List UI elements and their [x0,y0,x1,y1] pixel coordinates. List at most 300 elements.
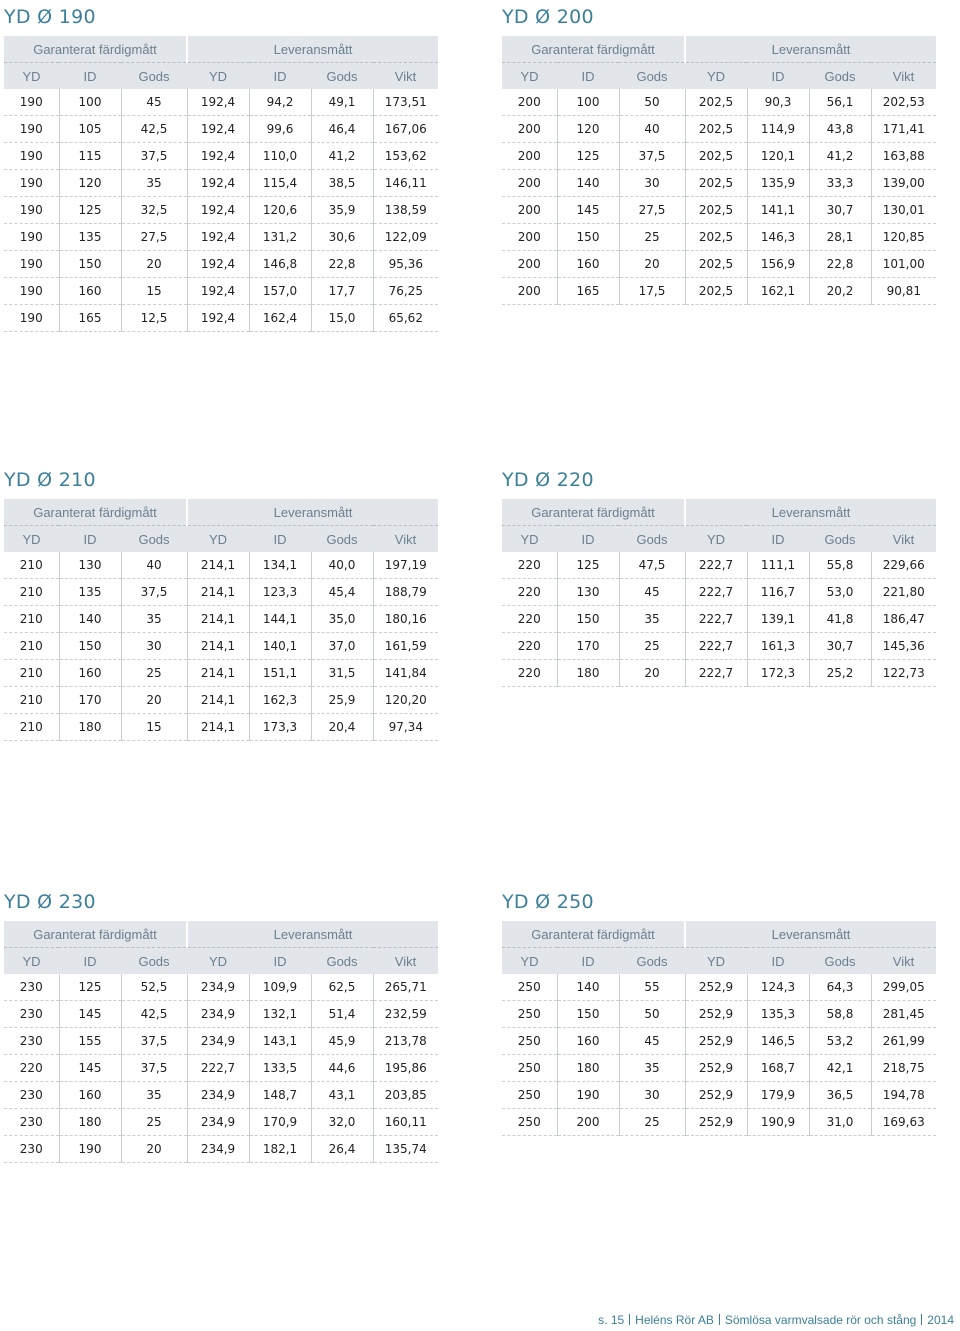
table-cell: 30 [121,633,187,660]
table-cell: 170,9 [249,1109,311,1136]
table-cell: 30 [619,170,685,197]
table-cell: 95,36 [373,251,438,278]
table-cell: 202,5 [685,251,747,278]
table-cell: 145 [59,1001,121,1028]
table-cell: 281,45 [871,1001,936,1028]
table-cell: 220 [502,552,557,579]
dimension-table [4,36,438,332]
column-header: Vikt [871,526,936,553]
table-row [4,606,438,633]
table-cell: 42,5 [121,116,187,143]
table-cell: 197,19 [373,552,438,579]
table-cell: 43,8 [809,116,871,143]
column-header: YD [4,948,59,975]
table-cell: 37,5 [121,1055,187,1082]
column-header: ID [557,526,619,553]
column-header: Gods [311,526,373,553]
table-cell: 234,9 [187,1109,249,1136]
column-header: YD [187,948,249,975]
table-row [502,1082,936,1109]
column-header: ID [59,526,121,553]
column-header: Gods [311,948,373,975]
table-cell: 222,7 [685,606,747,633]
table-cell: 160,11 [373,1109,438,1136]
table-cell: 143,1 [249,1028,311,1055]
page-number: s. 15 [598,1313,625,1327]
table-cell: 109,9 [249,974,311,1001]
table-cell: 214,1 [187,687,249,714]
table-cell: 135,9 [747,170,809,197]
table-cell: 234,9 [187,1001,249,1028]
section-title: YD Ø 190 [4,6,96,28]
table-cell: 17,7 [311,278,373,305]
table-cell: 220 [502,633,557,660]
table-cell: 17,5 [619,278,685,305]
table-cell: 221,80 [871,579,936,606]
table-cell: 139,00 [871,170,936,197]
column-header: Gods [809,63,871,90]
table-cell: 40 [121,552,187,579]
table-cell: 44,6 [311,1055,373,1082]
table-cell: 144,1 [249,606,311,633]
table-cell: 90,3 [747,89,809,116]
table-row [502,197,936,224]
table-cell: 50 [619,1001,685,1028]
table-cell: 146,11 [373,170,438,197]
table-cell: 45,4 [311,579,373,606]
dimension-table [502,36,936,305]
column-header: YD [502,526,557,553]
table-row [502,251,936,278]
table-cell: 122,73 [871,660,936,687]
table-cell: 30,6 [311,224,373,251]
table-cell: 120,6 [249,197,311,224]
table-cell: 131,2 [249,224,311,251]
table-cell: 165 [59,305,121,332]
table-cell: 15,0 [311,305,373,332]
table-cell: 20,2 [809,278,871,305]
column-header: Gods [619,526,685,553]
table-cell: 200 [502,224,557,251]
table-cell: 20,4 [311,714,373,741]
table-cell: 32,5 [121,197,187,224]
table-cell: 115 [59,143,121,170]
column-header: YD [502,948,557,975]
table-cell: 42,1 [809,1055,871,1082]
table-cell: 200 [502,170,557,197]
table-cell: 33,3 [809,170,871,197]
table-cell: 22,8 [311,251,373,278]
table-cell: 202,5 [685,116,747,143]
table-cell: 148,7 [249,1082,311,1109]
table-cell: 37,5 [121,579,187,606]
table-cell: 182,1 [249,1136,311,1163]
table-cell: 150 [557,1001,619,1028]
table-cell: 180 [557,1055,619,1082]
table-cell: 192,4 [187,170,249,197]
table-cell: 202,5 [685,224,747,251]
table-cell: 20 [619,660,685,687]
table-cell: 53,0 [809,579,871,606]
table-cell: 230 [4,1109,59,1136]
table-cell: 261,99 [871,1028,936,1055]
table-cell: 37,0 [311,633,373,660]
column-header: Gods [809,948,871,975]
table-cell: 190 [4,89,59,116]
table-row [4,116,438,143]
table-cell: 220 [4,1055,59,1082]
table-cell: 192,4 [187,251,249,278]
table-cell: 150 [59,633,121,660]
table-cell: 120 [557,116,619,143]
table-cell: 25 [121,1109,187,1136]
table-row [502,116,936,143]
column-header: YD [187,526,249,553]
footer-year: 2014 [927,1313,954,1327]
table-cell: 35 [121,170,187,197]
footer-divider [921,1314,922,1325]
table-cell: 50 [619,89,685,116]
table-cell: 234,9 [187,974,249,1001]
table-cell: 190 [557,1082,619,1109]
table-row [4,1082,438,1109]
table-cell: 65,62 [373,305,438,332]
table-cell: 35 [619,606,685,633]
column-header: Gods [121,63,187,90]
table-cell: 53,2 [809,1028,871,1055]
table-cell: 222,7 [685,552,747,579]
table-cell: 32,0 [311,1109,373,1136]
table-cell: 220 [502,660,557,687]
table-cell: 210 [4,579,59,606]
table-cell: 190 [4,251,59,278]
section-title: YD Ø 200 [502,6,594,28]
table-cell: 134,1 [249,552,311,579]
table-row [502,552,936,579]
table-cell: 41,2 [311,143,373,170]
column-header: YD [685,63,747,90]
section-title: YD Ø 250 [502,891,594,913]
table-cell: 150 [59,251,121,278]
table-row [502,89,936,116]
table-cell: 162,1 [747,278,809,305]
table-cell: 125 [59,197,121,224]
table-cell: 163,88 [871,143,936,170]
table-cell: 125 [59,974,121,1001]
table-cell: 35 [121,606,187,633]
table-cell: 155 [59,1028,121,1055]
table-cell: 45 [619,579,685,606]
table-cell: 145 [59,1055,121,1082]
table-row [502,278,936,305]
table-cell: 130,01 [871,197,936,224]
table-row [4,1109,438,1136]
table-cell: 20 [619,251,685,278]
table-row [4,687,438,714]
column-header: ID [557,63,619,90]
table-row [4,143,438,170]
table-cell: 52,5 [121,974,187,1001]
table-cell: 120,20 [373,687,438,714]
column-header: Gods [619,948,685,975]
table-row [4,197,438,224]
table-cell: 20 [121,251,187,278]
table-cell: 157,0 [249,278,311,305]
table-cell: 230 [4,1028,59,1055]
table-cell: 200 [502,197,557,224]
table-row [4,714,438,741]
table-cell: 110,0 [249,143,311,170]
table-cell: 43,1 [311,1082,373,1109]
dimension-table [4,921,438,1163]
table-cell: 202,5 [685,143,747,170]
table-cell: 123,3 [249,579,311,606]
table-cell: 230 [4,1001,59,1028]
column-header: ID [249,948,311,975]
table-row [502,1028,936,1055]
group-header-delivery: Leveransmått [685,36,936,63]
table-cell: 179,9 [747,1082,809,1109]
table-cell: 200 [502,89,557,116]
column-header: YD [4,63,59,90]
column-header: YD [4,526,59,553]
table-cell: 173,3 [249,714,311,741]
table-row [502,1055,936,1082]
table-cell: 55 [619,974,685,1001]
table-cell: 229,66 [871,552,936,579]
table-row [502,660,936,687]
table-cell: 171,41 [871,116,936,143]
table-cell: 99,6 [249,116,311,143]
table-cell: 160 [59,278,121,305]
table-cell: 252,9 [685,974,747,1001]
table-row [502,143,936,170]
table-cell: 168,7 [747,1055,809,1082]
table-cell: 114,9 [747,116,809,143]
table-cell: 156,9 [747,251,809,278]
table-cell: 194,78 [871,1082,936,1109]
table-row [4,224,438,251]
table-cell: 135 [59,224,121,251]
table-cell: 220 [502,606,557,633]
table-cell: 230 [4,1082,59,1109]
table-cell: 151,1 [249,660,311,687]
table-cell: 27,5 [619,197,685,224]
table-cell: 40 [619,116,685,143]
table-row [502,606,936,633]
table-cell: 58,8 [809,1001,871,1028]
column-header: Gods [121,526,187,553]
table-cell: 220 [502,579,557,606]
table-cell: 190 [4,116,59,143]
table-row [4,974,438,1001]
table-cell: 214,1 [187,660,249,687]
table-cell: 299,05 [871,974,936,1001]
table-cell: 100 [59,89,121,116]
table-cell: 37,5 [121,1028,187,1055]
table-row [502,579,936,606]
table-cell: 250 [502,1055,557,1082]
table-cell: 200 [502,278,557,305]
section-title: YD Ø 230 [4,891,96,913]
table-cell: 173,51 [373,89,438,116]
table-cell: 47,5 [619,552,685,579]
group-header-guaranteed: Garanterat färdigmått [502,36,685,63]
table-cell: 180 [59,714,121,741]
table-cell: 192,4 [187,143,249,170]
table-cell: 252,9 [685,1001,747,1028]
column-header: ID [59,948,121,975]
table-cell: 30,7 [809,197,871,224]
table-cell: 160 [59,1082,121,1109]
table-cell: 12,5 [121,305,187,332]
table-cell: 40,0 [311,552,373,579]
table-cell: 130 [557,579,619,606]
table-row [502,170,936,197]
table-cell: 30,7 [809,633,871,660]
table-cell: 192,4 [187,224,249,251]
table-cell: 192,4 [187,305,249,332]
page-footer [598,1313,954,1327]
table-row [4,1001,438,1028]
company-name: Heléns Rör AB [635,1313,714,1327]
table-cell: 232,59 [373,1001,438,1028]
table-cell: 146,5 [747,1028,809,1055]
group-header-guaranteed: Garanterat färdigmått [502,921,685,948]
table-cell: 252,9 [685,1109,747,1136]
table-cell: 190 [4,197,59,224]
table-cell: 169,63 [871,1109,936,1136]
table-cell: 210 [4,660,59,687]
column-header: Gods [809,526,871,553]
table-cell: 222,7 [187,1055,249,1082]
column-header: ID [747,948,809,975]
table-cell: 160 [557,1028,619,1055]
table-cell: 234,9 [187,1082,249,1109]
table-cell: 153,62 [373,143,438,170]
column-header: ID [59,63,121,90]
table-cell: 120 [59,170,121,197]
table-cell: 180,16 [373,606,438,633]
group-header-guaranteed: Garanterat färdigmått [502,499,685,526]
table-cell: 160 [59,660,121,687]
group-header-guaranteed: Garanterat färdigmått [4,921,187,948]
table-cell: 222,7 [685,633,747,660]
table-cell: 25 [121,660,187,687]
table-cell: 200 [557,1109,619,1136]
table-row [4,633,438,660]
table-cell: 125 [557,552,619,579]
table-row [502,1109,936,1136]
table-cell: 125 [557,143,619,170]
table-cell: 122,09 [373,224,438,251]
table-cell: 101,00 [871,251,936,278]
table-row [502,633,936,660]
table-cell: 45,9 [311,1028,373,1055]
document-title: Sömlösa varmvalsade rör och stång [724,1313,917,1327]
table-cell: 192,4 [187,197,249,224]
table-row [4,1028,438,1055]
table-cell: 265,71 [373,974,438,1001]
table-row [4,552,438,579]
table-cell: 115,4 [249,170,311,197]
table-row [4,170,438,197]
column-header: Gods [121,948,187,975]
table-cell: 135,74 [373,1136,438,1163]
table-cell: 133,5 [249,1055,311,1082]
column-header: Vikt [373,526,438,553]
table-cell: 76,25 [373,278,438,305]
group-header-delivery: Leveransmått [685,499,936,526]
table-cell: 250 [502,974,557,1001]
group-header-delivery: Leveransmått [685,921,936,948]
table-cell: 170 [59,687,121,714]
table-cell: 230 [4,1136,59,1163]
footer-divider [719,1314,720,1325]
table-cell: 202,5 [685,197,747,224]
table-cell: 218,75 [871,1055,936,1082]
column-header: YD [187,63,249,90]
table-cell: 31,0 [809,1109,871,1136]
table-cell: 192,4 [187,116,249,143]
table-cell: 180 [557,660,619,687]
table-cell: 250 [502,1001,557,1028]
table-cell: 146,3 [747,224,809,251]
table-cell: 30 [619,1082,685,1109]
table-cell: 94,2 [249,89,311,116]
table-cell: 146,8 [249,251,311,278]
table-cell: 190 [59,1136,121,1163]
table-cell: 145 [557,197,619,224]
table-cell: 200 [502,251,557,278]
table-cell: 214,1 [187,579,249,606]
table-cell: 105 [59,116,121,143]
table-cell: 90,81 [871,278,936,305]
column-header: Gods [311,63,373,90]
dimension-table [502,499,936,687]
table-cell: 190,9 [747,1109,809,1136]
table-cell: 145,36 [871,633,936,660]
table-cell: 140 [59,606,121,633]
table-cell: 170 [557,633,619,660]
footer-divider [629,1314,630,1325]
table-cell: 42,5 [121,1001,187,1028]
table-cell: 222,7 [685,660,747,687]
column-header: YD [502,63,557,90]
table-cell: 210 [4,714,59,741]
section-title: YD Ø 220 [502,469,594,491]
table-cell: 192,4 [187,89,249,116]
table-cell: 165 [557,278,619,305]
table-cell: 202,5 [685,170,747,197]
table-cell: 100 [557,89,619,116]
table-cell: 140,1 [249,633,311,660]
table-cell: 41,2 [809,143,871,170]
table-cell: 46,4 [311,116,373,143]
table-cell: 25 [619,1109,685,1136]
column-header: Vikt [373,63,438,90]
table-cell: 202,53 [871,89,936,116]
column-header: ID [747,63,809,90]
table-row [4,305,438,332]
table-cell: 210 [4,687,59,714]
table-cell: 31,5 [311,660,373,687]
column-header: YD [685,948,747,975]
table-cell: 203,85 [373,1082,438,1109]
group-header-delivery: Leveransmått [187,36,438,63]
table-cell: 192,4 [187,278,249,305]
column-header: ID [249,63,311,90]
